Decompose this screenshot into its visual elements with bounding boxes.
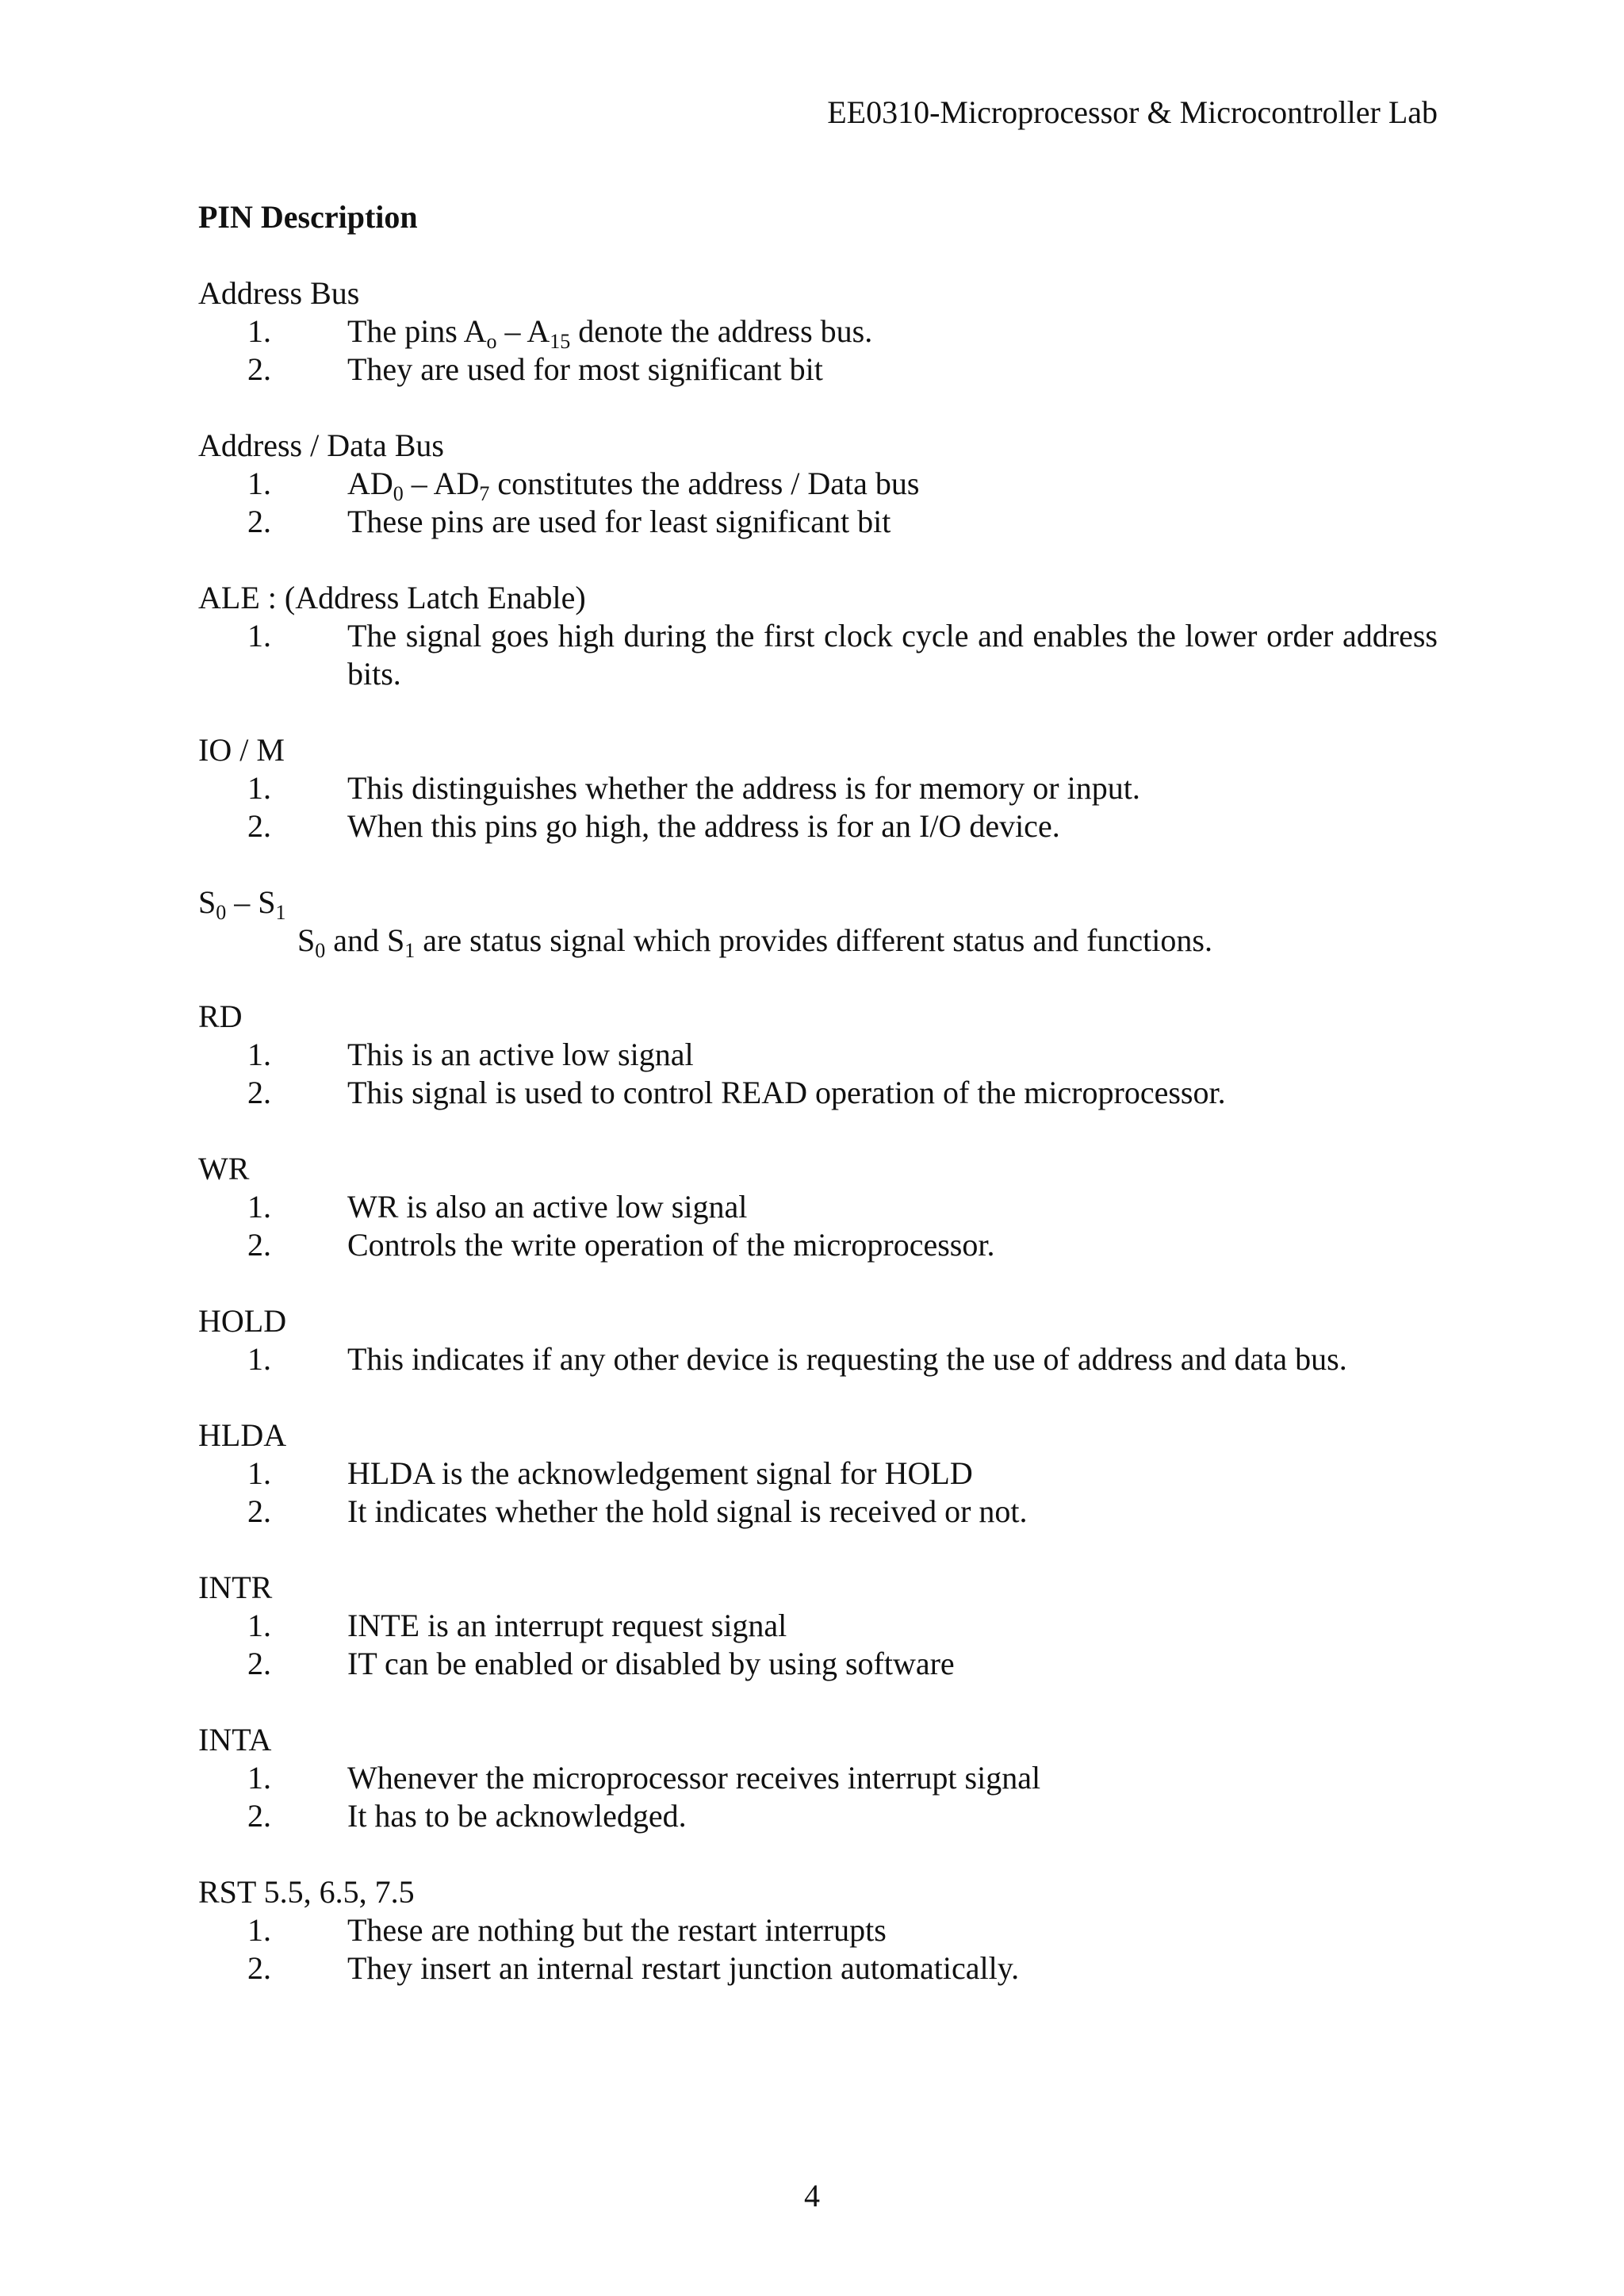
list-item	[198, 1911, 1438, 1949]
section-heading: RST 5.5, 6.5, 7.5	[198, 1874, 415, 1910]
pin-section	[198, 998, 1438, 1112]
pin-section	[198, 1302, 1438, 1378]
list-item-number: 2.	[247, 1950, 271, 1986]
list-item-text: The signal goes high during the first clock cycle and enables the lower order address bits.	[347, 618, 1438, 692]
section-heading: RD	[198, 999, 243, 1034]
list-item	[198, 1340, 1438, 1378]
list-item-text: IT can be enabled or disabled by using software	[347, 1646, 955, 1681]
page-content	[198, 198, 1438, 2026]
numbered-list	[198, 1340, 1438, 1378]
list-item	[198, 1607, 1438, 1645]
numbered-list	[198, 312, 1438, 389]
list-item-number: 1.	[247, 313, 271, 349]
list-item-number: 1.	[247, 1455, 271, 1491]
list-item	[198, 351, 1438, 389]
list-item-text: This indicates if any other device is requesting the use of address and data bus.	[347, 1341, 1347, 1377]
pin-section	[198, 1721, 1438, 1835]
section-heading: Address / Data Bus	[198, 427, 444, 463]
list-item	[198, 1797, 1438, 1835]
numbered-list	[198, 617, 1438, 693]
section-heading: HOLD	[198, 1303, 287, 1339]
section-heading: ALE : (Address Latch Enable)	[198, 580, 586, 615]
pin-section	[198, 1873, 1438, 1987]
list-item-number: 2.	[247, 1798, 271, 1834]
list-item-number: 2.	[247, 1646, 271, 1681]
list-item-text: They insert an internal restart junction automatically.	[347, 1950, 1020, 1986]
list-item-number: 1.	[247, 618, 271, 654]
section-heading: Address Bus	[198, 275, 360, 311]
section-heading: $S_0 - S_1$	[198, 884, 286, 924]
numbered-list	[198, 1759, 1438, 1835]
pin-section	[198, 274, 1438, 389]
list-item	[198, 1074, 1438, 1112]
list-item-number: 1.	[247, 466, 271, 501]
pin-section	[198, 1150, 1438, 1264]
pin-section	[198, 579, 1438, 693]
list-item	[198, 1455, 1438, 1493]
list-item	[198, 1759, 1438, 1797]
list-item	[198, 617, 1438, 693]
numbered-list	[198, 1455, 1438, 1531]
numbered-list	[198, 769, 1438, 845]
list-item	[198, 1036, 1438, 1074]
list-item	[198, 1949, 1438, 1987]
numbered-list	[198, 1036, 1438, 1112]
numbered-list	[198, 465, 1438, 541]
section-heading: HLDA	[198, 1417, 287, 1453]
list-item-number: 2.	[247, 1075, 271, 1110]
list-item-number: 1.	[247, 1189, 271, 1225]
list-item-number: 1.	[247, 1341, 271, 1377]
section-list	[198, 274, 1438, 1987]
list-item-number: 2.	[247, 351, 271, 387]
list-item-text: Controls the write operation of the microprocessor.	[347, 1227, 995, 1263]
list-item-text: They are used for most significant bit	[347, 351, 823, 387]
list-item	[198, 465, 1438, 503]
page-title: PIN Description	[198, 199, 418, 235]
list-item	[198, 503, 1438, 541]
list-item-number: 1.	[247, 1912, 271, 1948]
list-item-text: It indicates whether the hold signal is received or not.	[347, 1493, 1028, 1529]
list-item	[198, 807, 1438, 845]
numbered-list	[198, 1911, 1438, 1987]
section-heading: IO / M	[198, 732, 285, 768]
list-item-text: WR is also an active low signal	[347, 1189, 748, 1225]
list-item-number: 2.	[247, 1493, 271, 1529]
pin-section	[198, 427, 1438, 541]
numbered-list	[198, 1188, 1438, 1264]
list-item-text: This is an active low signal	[347, 1037, 694, 1072]
running-header: EE0310-Microprocessor & Microcontroller Lab	[827, 94, 1438, 130]
list-item-text: HLDA is the acknowledgement signal for HOLD	[347, 1455, 973, 1491]
list-item	[198, 1493, 1438, 1531]
list-item-number: 2.	[247, 504, 271, 539]
list-item-text: This distinguishes whether the address is for memory or input.	[347, 770, 1140, 806]
section-heading: INTA	[198, 1722, 272, 1757]
list-item-number: 1.	[247, 1608, 271, 1643]
list-item	[198, 312, 1438, 351]
list-item-text: Whenever the microprocessor receives interrupt signal	[347, 1760, 1041, 1796]
list-item	[198, 1188, 1438, 1226]
pin-section	[198, 731, 1438, 845]
list-item-number: 1.	[247, 1760, 271, 1796]
section-heading: WR	[198, 1151, 250, 1186]
list-item	[198, 1645, 1438, 1683]
numbered-list	[198, 1607, 1438, 1683]
list-item-text: $AD_0 - AD_7$ constitutes the address / Data bus	[347, 466, 920, 505]
pin-section	[198, 884, 1438, 960]
list-item-text: INTE is an interrupt request signal	[347, 1608, 787, 1643]
list-item-number: 1.	[247, 1037, 271, 1072]
list-item-text: These pins are used for least significant bit	[347, 504, 891, 539]
section-heading: INTR	[198, 1570, 273, 1605]
pin-section	[198, 1569, 1438, 1683]
pin-section	[198, 1416, 1438, 1531]
list-item-text: When this pins go high, the address is for an I/O device.	[347, 808, 1060, 844]
list-item-text: The pins $A_o - A_{15}$ denote the address bus.	[347, 313, 873, 353]
list-item	[198, 769, 1438, 807]
page-number: 4	[804, 2178, 820, 2214]
section-paragraph: $S_0$ and $S_1$ are status signal which provides different status and functions.	[297, 922, 1212, 962]
list-item-number: 1.	[247, 770, 271, 806]
list-item-text: These are nothing but the restart interrupts	[347, 1912, 887, 1948]
list-item-text: This signal is used to control READ operation of the microprocessor.	[347, 1075, 1226, 1110]
list-item-number: 2.	[247, 1227, 271, 1263]
list-item-number: 2.	[247, 808, 271, 844]
list-item-text: It has to be acknowledged.	[347, 1798, 687, 1834]
list-item	[198, 1226, 1438, 1264]
